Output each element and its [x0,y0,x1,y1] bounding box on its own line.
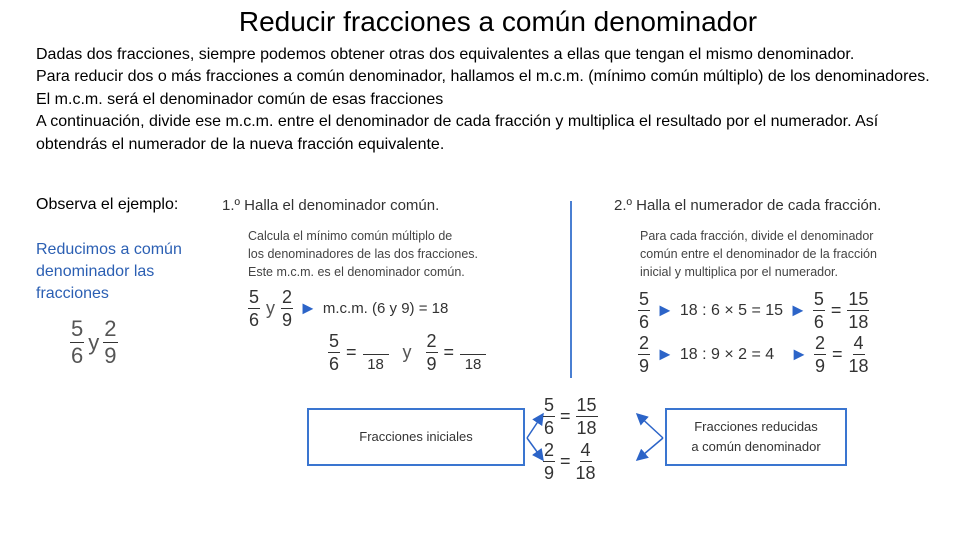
arrow-right-icon: ► [790,344,808,364]
denominator: 18 [367,355,384,373]
equals-sign: = [560,406,571,426]
numerator: 15 [576,395,597,415]
fraction [638,290,650,331]
fraction [576,441,596,482]
numerator: 2 [544,440,555,460]
numerator: 2 [814,333,825,353]
denominator: 18 [576,418,597,438]
numerator: 5 [71,316,84,341]
page-title: Reducir fracciones a común denominador [238,6,758,37]
numerator: 5 [329,331,340,351]
arrow-right-icon: ► [656,344,674,364]
mcm-result: m.c.m. (6 y 9) = 18 [322,300,449,317]
denominator: 18 [848,356,869,376]
arrow-right-icon: ► [789,300,807,320]
numerator: 5 [813,289,824,309]
denominator: 6 [813,312,824,332]
step2-desc-line: inicial y multiplica por el numerador. [640,265,839,279]
and-word: y [88,329,100,355]
equals-sign: = [560,451,571,471]
equals-sign: = [831,344,843,364]
example-fraction-1 [70,318,84,367]
step2-row-1 [638,290,869,331]
equals-sign: = [346,342,357,362]
arrow-right-icon: ► [656,300,674,320]
denominator: 9 [544,463,555,483]
observe-label: Observa el ejemplo: [36,196,179,213]
numerator: 2 [639,333,650,353]
and-word: y [402,342,412,362]
arrow-right-icon: ► [299,298,317,318]
denominator: 9 [282,310,293,330]
step1-desc-line: Este m.c.m. es el denominador común. [248,265,465,279]
reduced-fractions-stack [543,396,598,482]
fraction [849,334,869,375]
example-fractions [70,318,118,367]
numerator: 5 [639,289,650,309]
example-fraction-2 [103,318,117,367]
reduced-row [543,396,598,437]
step1-heading: 1.º Halla el denominador común. [222,197,440,214]
denominator: 18 [848,312,869,332]
denominator: 6 [544,418,555,438]
fraction [847,290,869,331]
denominator: 6 [329,354,340,374]
numerator: 15 [848,289,869,309]
denominator: 6 [249,310,260,330]
numerator: 2 [282,287,293,307]
fraction [638,334,650,375]
numerator: 2 [426,331,437,351]
numerator: 5 [249,287,260,307]
fraction [281,288,293,329]
equals-sign: = [443,342,455,362]
calc-result: 18 : 6 × 5 = 15 [679,301,784,319]
reduced-fractions-label-1: Fracciones reducidas [694,419,818,434]
numerator: 5 [544,395,555,415]
blank-fraction [460,334,486,372]
denominator: 6 [639,312,650,332]
fraction [814,334,826,375]
fraction [576,396,598,437]
denominator: 18 [464,355,482,373]
step2-row-2 [638,334,869,375]
initial-fractions-box [307,408,525,466]
denominator: 9 [639,356,650,376]
reduced-row [543,441,598,482]
reduce-text: Reducimos a común denominador las fracciones [36,241,182,302]
denominator: 9 [814,356,825,376]
reduced-fractions-label-2: a común denominador [691,439,821,454]
fraction [543,396,555,437]
numerator: 2 [104,316,117,341]
intro-line-1: Dadas dos fracciones, siempre podemos obtener otras dos equivalentes a ellas que tengan el mismo denominador. [36,46,855,63]
fraction [543,441,555,482]
fraction [813,290,825,331]
divider-line [570,201,572,378]
denominator: 18 [575,463,596,483]
step2-desc-line: común entre el denominador de la fracción [640,247,877,261]
step2-desc-line: Para cada fracción, divide el denominador [640,229,874,243]
step2-description [640,227,877,281]
and-word: y [266,298,276,318]
equals-sign: = [830,300,842,320]
fraction [426,332,438,373]
step1-blank-row [328,332,486,373]
initial-fractions-label: Fracciones iniciales [359,429,473,444]
calc-result: 18 : 9 × 2 = 4 [679,345,775,363]
intro-line-3: A continuación, divide ese m.c.m. entre el denominador de cada fracción y multiplica el resultado por el numerador. Así obtendrás el numerador de la nueva fracción equivalente. [36,113,879,153]
step2-heading: 2.º Halla el numerador de cada fracción. [614,197,882,214]
fraction [328,332,340,373]
step1-mcm-row [248,288,448,329]
fraction [248,288,260,329]
denominator: 9 [104,343,117,368]
numerator: 4 [580,440,591,460]
intro-line-2: Para reducir dos o más fracciones a común denominador, hallamos el m.c.m. (mínimo común múltiplo) de los denominadores. El m.c.m. será el denominador común de esas fracciones [36,68,930,108]
step1-desc-line: Calcula el mínimo común múltiplo de [248,229,453,243]
numerator: 4 [853,333,864,353]
denominator: 6 [71,343,84,368]
denominator: 9 [426,354,437,374]
step1-desc-line: los denominadores de las dos fracciones. [248,247,478,261]
reduced-fractions-box [665,408,847,466]
blank-fraction [363,334,389,372]
intro-text [36,44,936,156]
step1-description [248,227,478,281]
